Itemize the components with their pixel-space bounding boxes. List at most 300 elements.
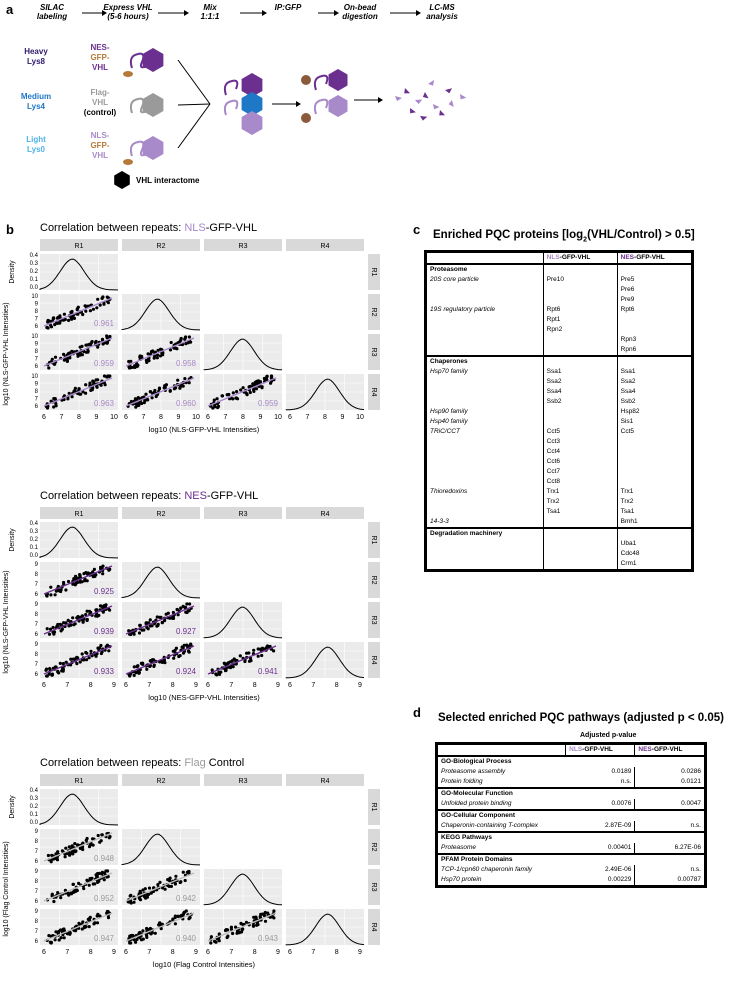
scatter-point <box>100 384 103 387</box>
scatter-point <box>158 616 161 619</box>
protein-nes <box>617 315 691 325</box>
scatter-point <box>59 662 62 665</box>
scatter-point <box>62 662 65 665</box>
x-tick: 8 <box>334 682 339 689</box>
protein-nes: Ssa4 <box>620 388 636 395</box>
scatter-point <box>66 397 69 400</box>
y-tick: 7 <box>34 622 38 628</box>
peptide-fragment <box>428 79 436 88</box>
scatter-point <box>179 386 182 389</box>
group-name <box>427 437 543 447</box>
blank <box>635 832 704 843</box>
y-tick: 7 <box>34 662 38 668</box>
p-value-nes: n.s. <box>690 866 701 873</box>
scatter-point <box>52 626 55 629</box>
scatter-point <box>54 593 57 596</box>
scatter-point <box>188 651 191 654</box>
scatter-point <box>108 374 111 377</box>
scatter-point <box>181 645 184 648</box>
blank <box>617 528 691 539</box>
scatter-point <box>53 323 56 326</box>
mix-arrow <box>178 104 210 105</box>
scatter-point <box>139 890 142 893</box>
section-name: GO-Molecular Function <box>438 788 566 799</box>
mixed-hex-light <box>242 111 263 135</box>
step-arrowhead <box>184 10 189 16</box>
y-tick: 9 <box>34 909 38 915</box>
scatter-point <box>91 388 94 391</box>
section-name: PFAM Protein Domains <box>438 854 566 865</box>
x-tick: 6 <box>124 949 128 956</box>
blank <box>635 810 704 821</box>
scatter-point <box>45 594 48 597</box>
protein-nls: Pre10 <box>543 275 617 285</box>
p-value-nes: 0.0047 <box>681 800 701 807</box>
step-label: LC-MS analysis <box>426 3 458 21</box>
group-name <box>427 325 543 335</box>
protein-nls: Cct5 <box>543 427 617 437</box>
protein-nls: Rpt1 <box>543 315 617 325</box>
scatter-point <box>134 941 137 944</box>
scatter-point <box>88 656 91 659</box>
scatter-point <box>185 611 188 614</box>
group-name <box>427 345 543 356</box>
mixed-coil <box>225 81 237 95</box>
protein-nls <box>543 517 617 528</box>
facet-row-label: R1 <box>370 267 378 277</box>
scatter-point <box>184 879 187 882</box>
y-tick: 6 <box>34 404 38 410</box>
scatter-point <box>188 381 191 384</box>
x-tick: 7 <box>147 682 152 689</box>
x-tick: 9 <box>94 414 99 421</box>
x-tick: 7 <box>311 949 316 956</box>
facet-header-label: R2 <box>156 511 166 518</box>
scatter-point <box>96 386 99 389</box>
scatter-point <box>232 391 235 394</box>
scatter-point <box>174 875 177 878</box>
scatter-point <box>96 921 99 924</box>
scatter-point <box>50 325 53 328</box>
scatter-point <box>93 568 96 571</box>
scatter-point <box>235 396 238 399</box>
scatter-point <box>58 320 61 323</box>
protein-nls: Ssa2 <box>543 377 617 387</box>
construct-label: NLS-GFP-VHL <box>90 131 110 160</box>
scatter-point <box>154 932 157 935</box>
protein-nls: Cct8 <box>543 477 617 487</box>
protein-nls: Tsa1 <box>543 507 617 517</box>
blank <box>566 854 635 865</box>
scatter-point <box>89 309 92 312</box>
group-name <box>427 559 543 569</box>
y-tick: 8 <box>34 389 38 395</box>
facet-row-label: R4 <box>370 922 378 932</box>
x-tick: 10 <box>356 414 364 421</box>
mix-arrow <box>178 104 210 148</box>
section-name: Proteasome <box>427 264 543 275</box>
scatter-point <box>174 916 177 919</box>
scatter-point <box>133 674 136 677</box>
x-tick: 7 <box>305 414 310 421</box>
group-name <box>427 285 543 295</box>
x-tick: 8 <box>77 414 81 421</box>
header-empty <box>427 253 543 264</box>
scatter-point <box>75 662 78 665</box>
scatter-point <box>209 941 212 944</box>
scatter-point <box>56 670 59 673</box>
scatter-point <box>64 855 67 858</box>
density-tick: 0.0 <box>29 553 38 559</box>
construct-label: Flag-VHL (control) <box>83 88 117 117</box>
scatter-point <box>49 586 52 589</box>
isotope-label: Medium Lys4 <box>20 92 52 111</box>
pathway-term: Unfolded protein binding <box>441 800 512 807</box>
scatter-point <box>129 894 132 897</box>
protein-nls <box>543 407 617 417</box>
x-tick: 7 <box>59 414 64 421</box>
protein-nes <box>617 437 691 447</box>
facet-row-label: R4 <box>370 655 378 665</box>
vhl-hexagon <box>143 93 164 117</box>
scatter-point <box>213 940 216 943</box>
scatter-point <box>129 360 132 363</box>
density-tick: 0.2 <box>29 269 38 275</box>
p-value-nes: 0.0121 <box>681 778 701 785</box>
scatter-point <box>226 936 229 939</box>
y-tick: 7 <box>34 849 38 855</box>
scatter-point <box>180 337 183 340</box>
protein-nes: Rpn6 <box>620 346 637 353</box>
scatter-point <box>103 374 106 377</box>
scatter-point <box>46 406 49 409</box>
protein-nes: Pre5 <box>620 276 635 283</box>
group-name <box>427 497 543 507</box>
scatter-point <box>165 613 168 616</box>
y-tick: 8 <box>34 652 38 658</box>
scatter-point <box>133 665 136 668</box>
y-tick: 8 <box>34 919 38 925</box>
scatter-point <box>65 661 68 664</box>
x-tick: 6 <box>288 949 292 956</box>
x-tick: 8 <box>170 682 175 689</box>
x-tick: 7 <box>147 949 152 956</box>
facet-row-label: R2 <box>370 842 378 852</box>
correlation-title: Correlation between repeats: NLS-GFP-VHL <box>40 222 258 234</box>
scatter-point <box>255 387 258 390</box>
scatter-point <box>140 938 143 941</box>
scatter-point <box>70 350 73 353</box>
x-tick: 9 <box>194 949 198 956</box>
x-tick: 9 <box>358 949 362 956</box>
x-tick: 6 <box>42 682 46 689</box>
scatter-point <box>46 320 49 323</box>
scatter-point <box>51 673 54 676</box>
section-name: Chaperones <box>427 356 543 367</box>
scatter-point <box>229 666 232 669</box>
scatter-point <box>138 897 141 900</box>
protein-nls: Cct6 <box>543 457 617 467</box>
facet-row-label: R3 <box>370 347 378 357</box>
x-tick: 9 <box>258 414 263 421</box>
scatter-point <box>221 394 224 397</box>
scatter-point <box>138 624 141 627</box>
scatter-point <box>157 349 160 352</box>
scatter-point <box>145 927 148 930</box>
peptide-fragment <box>438 110 447 118</box>
blank <box>635 788 704 799</box>
peptide-fragment <box>448 100 456 109</box>
scatter-point <box>88 343 91 346</box>
scatter-point <box>176 608 179 611</box>
density-tick: 0.0 <box>29 285 38 291</box>
peptide-fragment <box>421 92 429 100</box>
x-tick: 7 <box>141 414 146 421</box>
scatter-point <box>81 652 84 655</box>
section-name: GO-Biological Process <box>438 756 566 767</box>
peptide-fragment <box>432 104 440 110</box>
x-tick: 9 <box>276 949 280 956</box>
peptide-fragment <box>415 98 423 105</box>
scatter-point <box>246 393 249 396</box>
scatter-point <box>146 398 149 401</box>
y-tick: 8 <box>34 309 38 315</box>
group-name <box>427 477 543 487</box>
blank <box>543 264 617 275</box>
correlation-value: 0.963 <box>93 399 114 408</box>
scatter-point <box>98 841 101 844</box>
scatter-point <box>172 617 175 620</box>
group-name <box>427 457 543 467</box>
group-name <box>427 447 543 457</box>
x-tick: 8 <box>88 949 93 956</box>
scatter-point <box>79 346 82 349</box>
x-tick: 8 <box>170 949 175 956</box>
protein-nls: Rpn2 <box>543 325 617 335</box>
panel-b-correlation-plots <box>0 215 380 1000</box>
x-tick: 7 <box>223 414 228 421</box>
scatter-point <box>68 356 71 359</box>
x-axis-label: log10 (NES-GFP-VHL Intensities) <box>148 693 260 702</box>
scatter-point <box>84 383 87 386</box>
legend-text: VHL interactome <box>136 176 200 185</box>
scatter-point <box>101 572 104 575</box>
x-tick: 8 <box>159 414 163 421</box>
scatter-point <box>177 655 180 658</box>
scatter-point <box>100 833 103 836</box>
correlation-value: 0.952 <box>93 894 114 903</box>
scatter-point <box>234 926 237 929</box>
scatter-point <box>149 390 152 393</box>
scatter-point <box>67 319 70 322</box>
p-value-nes: n.s. <box>690 822 701 829</box>
adjusted-p-value-header: Adjusted p-value <box>580 732 637 739</box>
scatter-point <box>79 581 82 584</box>
protein-nls: Cct4 <box>543 447 617 457</box>
density-tick: 0.3 <box>29 529 38 535</box>
scatter-point <box>92 882 95 885</box>
scatter-point <box>155 395 158 398</box>
scatter-point <box>138 355 141 358</box>
scatter-point <box>159 354 162 357</box>
group-name: Hsp40 family <box>427 417 543 427</box>
scatter-point <box>136 364 139 367</box>
y-tick: 6 <box>34 939 38 945</box>
protein-nls <box>543 285 617 295</box>
arrowhead <box>378 97 383 103</box>
protein-nes: Bmh1 <box>620 518 638 525</box>
pathway-term: Proteasome assembly <box>441 768 506 775</box>
bead <box>301 113 311 123</box>
scatter-point <box>88 845 91 848</box>
scatter-point <box>176 379 179 382</box>
arrowhead <box>296 101 301 107</box>
scatter-point <box>180 914 183 917</box>
protein-nls: Ssb2 <box>543 397 617 407</box>
x-tick: 6 <box>288 414 292 421</box>
facet-row-label: R2 <box>370 307 378 317</box>
scatter-point <box>272 909 275 912</box>
group-name <box>427 397 543 407</box>
scatter-point <box>135 938 138 941</box>
y-tick: 7 <box>34 316 38 323</box>
scatter-point <box>151 931 154 934</box>
scatter-point <box>77 922 80 925</box>
correlation-value: 0.943 <box>257 934 278 943</box>
scatter-point <box>101 297 104 300</box>
scatter-point <box>63 313 66 316</box>
density-tick: 0.2 <box>29 537 38 543</box>
scatter-point <box>141 929 144 932</box>
legend-hex <box>114 171 130 189</box>
scatter-point <box>141 662 144 665</box>
scatter-point <box>226 393 229 396</box>
x-tick: 9 <box>276 682 280 689</box>
y-tick: 7 <box>34 929 38 935</box>
header-nls: NLS-GFP-VHL <box>566 745 635 756</box>
scatter-point <box>145 668 148 671</box>
step-arrowhead <box>262 10 267 16</box>
scatter-point <box>144 887 147 890</box>
scatter-point <box>92 922 95 925</box>
protein-nes: Uba1 <box>620 540 637 547</box>
scatter-point <box>96 647 99 650</box>
scatter-point <box>49 593 52 596</box>
scatter-point <box>175 647 178 650</box>
scatter-point <box>266 645 269 648</box>
y-tick: 9 <box>34 301 38 308</box>
header-empty <box>438 745 566 756</box>
group-name: 20S core particle <box>427 275 543 285</box>
peptide-fragment <box>395 96 402 101</box>
scatter-point <box>72 658 75 661</box>
protein-nls <box>543 539 617 549</box>
scatter-point <box>187 917 190 920</box>
scatter-point <box>136 664 139 667</box>
scatter-point <box>71 616 74 619</box>
scatter-point <box>272 916 275 919</box>
scatter-point <box>239 654 242 657</box>
scatter-point <box>58 938 61 941</box>
group-name: 14-3-3 <box>427 517 543 528</box>
scatter-point <box>138 631 141 634</box>
scatter-point <box>72 623 75 626</box>
correlation-title: Correlation between repeats: NES-GFP-VHL <box>40 490 259 502</box>
scatter-point <box>84 344 87 347</box>
scatter-point <box>97 614 100 617</box>
scatter-point <box>257 655 260 658</box>
protein-nls: Trx1 <box>543 487 617 497</box>
scatter-point <box>96 881 99 884</box>
density-tick: 0.4 <box>29 788 38 794</box>
scatter-point <box>252 925 255 928</box>
scatter-point <box>213 399 216 402</box>
y-tick: 9 <box>34 829 38 835</box>
y-tick: 7 <box>34 396 38 403</box>
panel-d-title: Selected enriched PQC pathways (adjusted p < 0.05) <box>438 712 724 724</box>
facet-row-label: R4 <box>370 387 378 397</box>
x-tick: 10 <box>110 414 118 421</box>
scatter-point <box>188 335 191 338</box>
scatter-point <box>151 658 154 661</box>
scatter-point <box>85 658 88 661</box>
group-name <box>427 335 543 345</box>
scatter-point <box>272 649 275 652</box>
scatter-point <box>96 346 99 349</box>
scatter-point <box>94 341 97 344</box>
facet-row-label: R3 <box>370 615 378 625</box>
correlation-value: 0.942 <box>175 894 196 903</box>
x-tick: 9 <box>112 949 116 956</box>
protein-nls <box>543 345 617 356</box>
mixed-coil <box>225 101 237 115</box>
y-tick: 9 <box>34 381 38 388</box>
protein-nls: Trx2 <box>543 497 617 507</box>
header-nes: NES-GFP-VHL <box>617 253 691 264</box>
scatter-point <box>252 390 255 393</box>
y-tick: 8 <box>34 879 38 885</box>
scatter-point <box>62 581 65 584</box>
x-tick: 10 <box>192 414 200 421</box>
group-name: Hsp70 family <box>427 367 543 377</box>
protein-nes: Rpt6 <box>620 306 635 313</box>
scatter-point <box>164 888 167 891</box>
x-tick: 7 <box>65 949 70 956</box>
scatter-point <box>161 621 164 624</box>
scatter-point <box>257 380 260 383</box>
x-tick: 8 <box>252 682 257 689</box>
protein-nes: Tsa1 <box>620 508 635 515</box>
scatter-point <box>150 350 153 353</box>
protein-nes <box>617 325 691 335</box>
scatter-point <box>148 887 151 890</box>
protein-nls: Cct7 <box>543 467 617 477</box>
density-tick: 0.4 <box>29 521 38 527</box>
scatter-point <box>264 920 267 923</box>
pathway-term: Protein folding <box>441 778 483 785</box>
x-tick: 8 <box>334 949 339 956</box>
scatter-point <box>107 301 110 304</box>
scatter-point <box>95 608 98 611</box>
scatter-point <box>61 849 64 852</box>
correlation-title: Correlation between repeats: Flag Control <box>40 757 245 769</box>
blank <box>617 356 691 367</box>
scatter-point <box>216 397 219 400</box>
scatter-point <box>104 383 107 386</box>
scatter-point <box>72 883 75 886</box>
scatter-point <box>105 334 108 337</box>
protein-nes: Cct5 <box>620 428 635 435</box>
